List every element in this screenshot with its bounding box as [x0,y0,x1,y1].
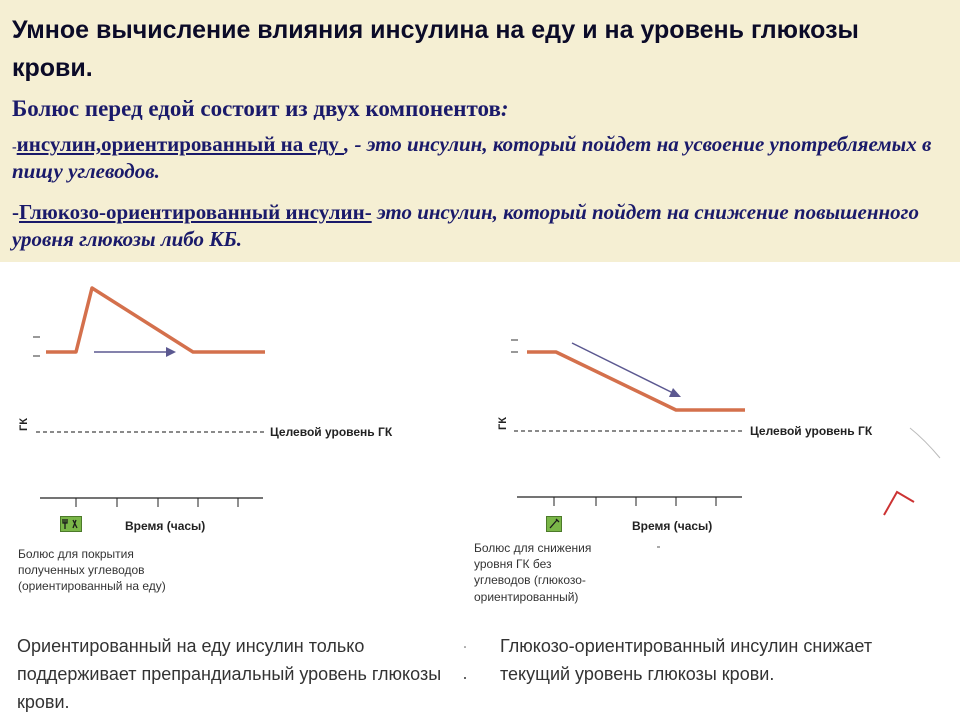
red-check-doodle [884,492,914,515]
stray-dot [464,646,466,648]
left-food-bolus-icon [60,516,82,532]
subtitle-text: Болюс перед едой состоит из двух компонентов [12,96,501,121]
slide-title: Умное вычисление влияния инсулина на еду и на уровень глюкозы крови. [12,16,859,82]
para2-term: Глюкозо-ориентированный инсулин- [19,200,372,224]
right-insulin-bolus-icon [546,516,562,532]
right-caption: Болюс для снижения уровня ГК без углеводов (глюкозо- ориентированный) [474,541,592,604]
para2-dash: - [12,200,19,224]
left-diagram-graphics [33,288,265,507]
right-target-label: Целевой уровень ГК [750,424,873,438]
header-banner [0,0,960,262]
right-glucose-curve [527,352,745,410]
slide-subtitle [12,96,509,122]
bottom-right-statement: Глюкозо-ориентированный инсулин снижает текущий уровень глюкозы крови. [500,636,873,684]
para1-term: инсулин,ориентированный на еду [16,132,344,156]
faint-line-doodle [910,428,940,458]
bottom-left-statement: Ориентированный на еду инсулин только поддерживает препрандиальный уровень глюкозы крови. [17,636,442,712]
right-gk-axis-label: ГК [497,417,509,430]
left-time-label: Время (часы) [125,519,206,533]
left-time-arrow-head [166,347,176,357]
left-gk-axis-label: ГК [18,418,30,431]
left-caption: Болюс для покрытия полученных углеводов (ориентированный на еду) [18,547,166,594]
stray-dot [464,677,466,679]
subtitle-colon: : [500,96,509,121]
left-glucose-curve [46,288,265,352]
right-time-label: Время (часы) [632,519,713,533]
para1-dash: - [12,140,17,155]
definition-glucose-insulin [12,199,952,253]
definition-food-insulin [12,131,952,185]
para1-rest: , - это инсулин, который пойдет на усвоение употребляемых в пищу углеводов. [12,132,932,183]
left-target-label: Целевой уровень ГК [270,425,393,439]
para2-rest: это инсулин, который пойдет на снижение повышенного уровня глюкозы либо КБ. [12,200,919,251]
